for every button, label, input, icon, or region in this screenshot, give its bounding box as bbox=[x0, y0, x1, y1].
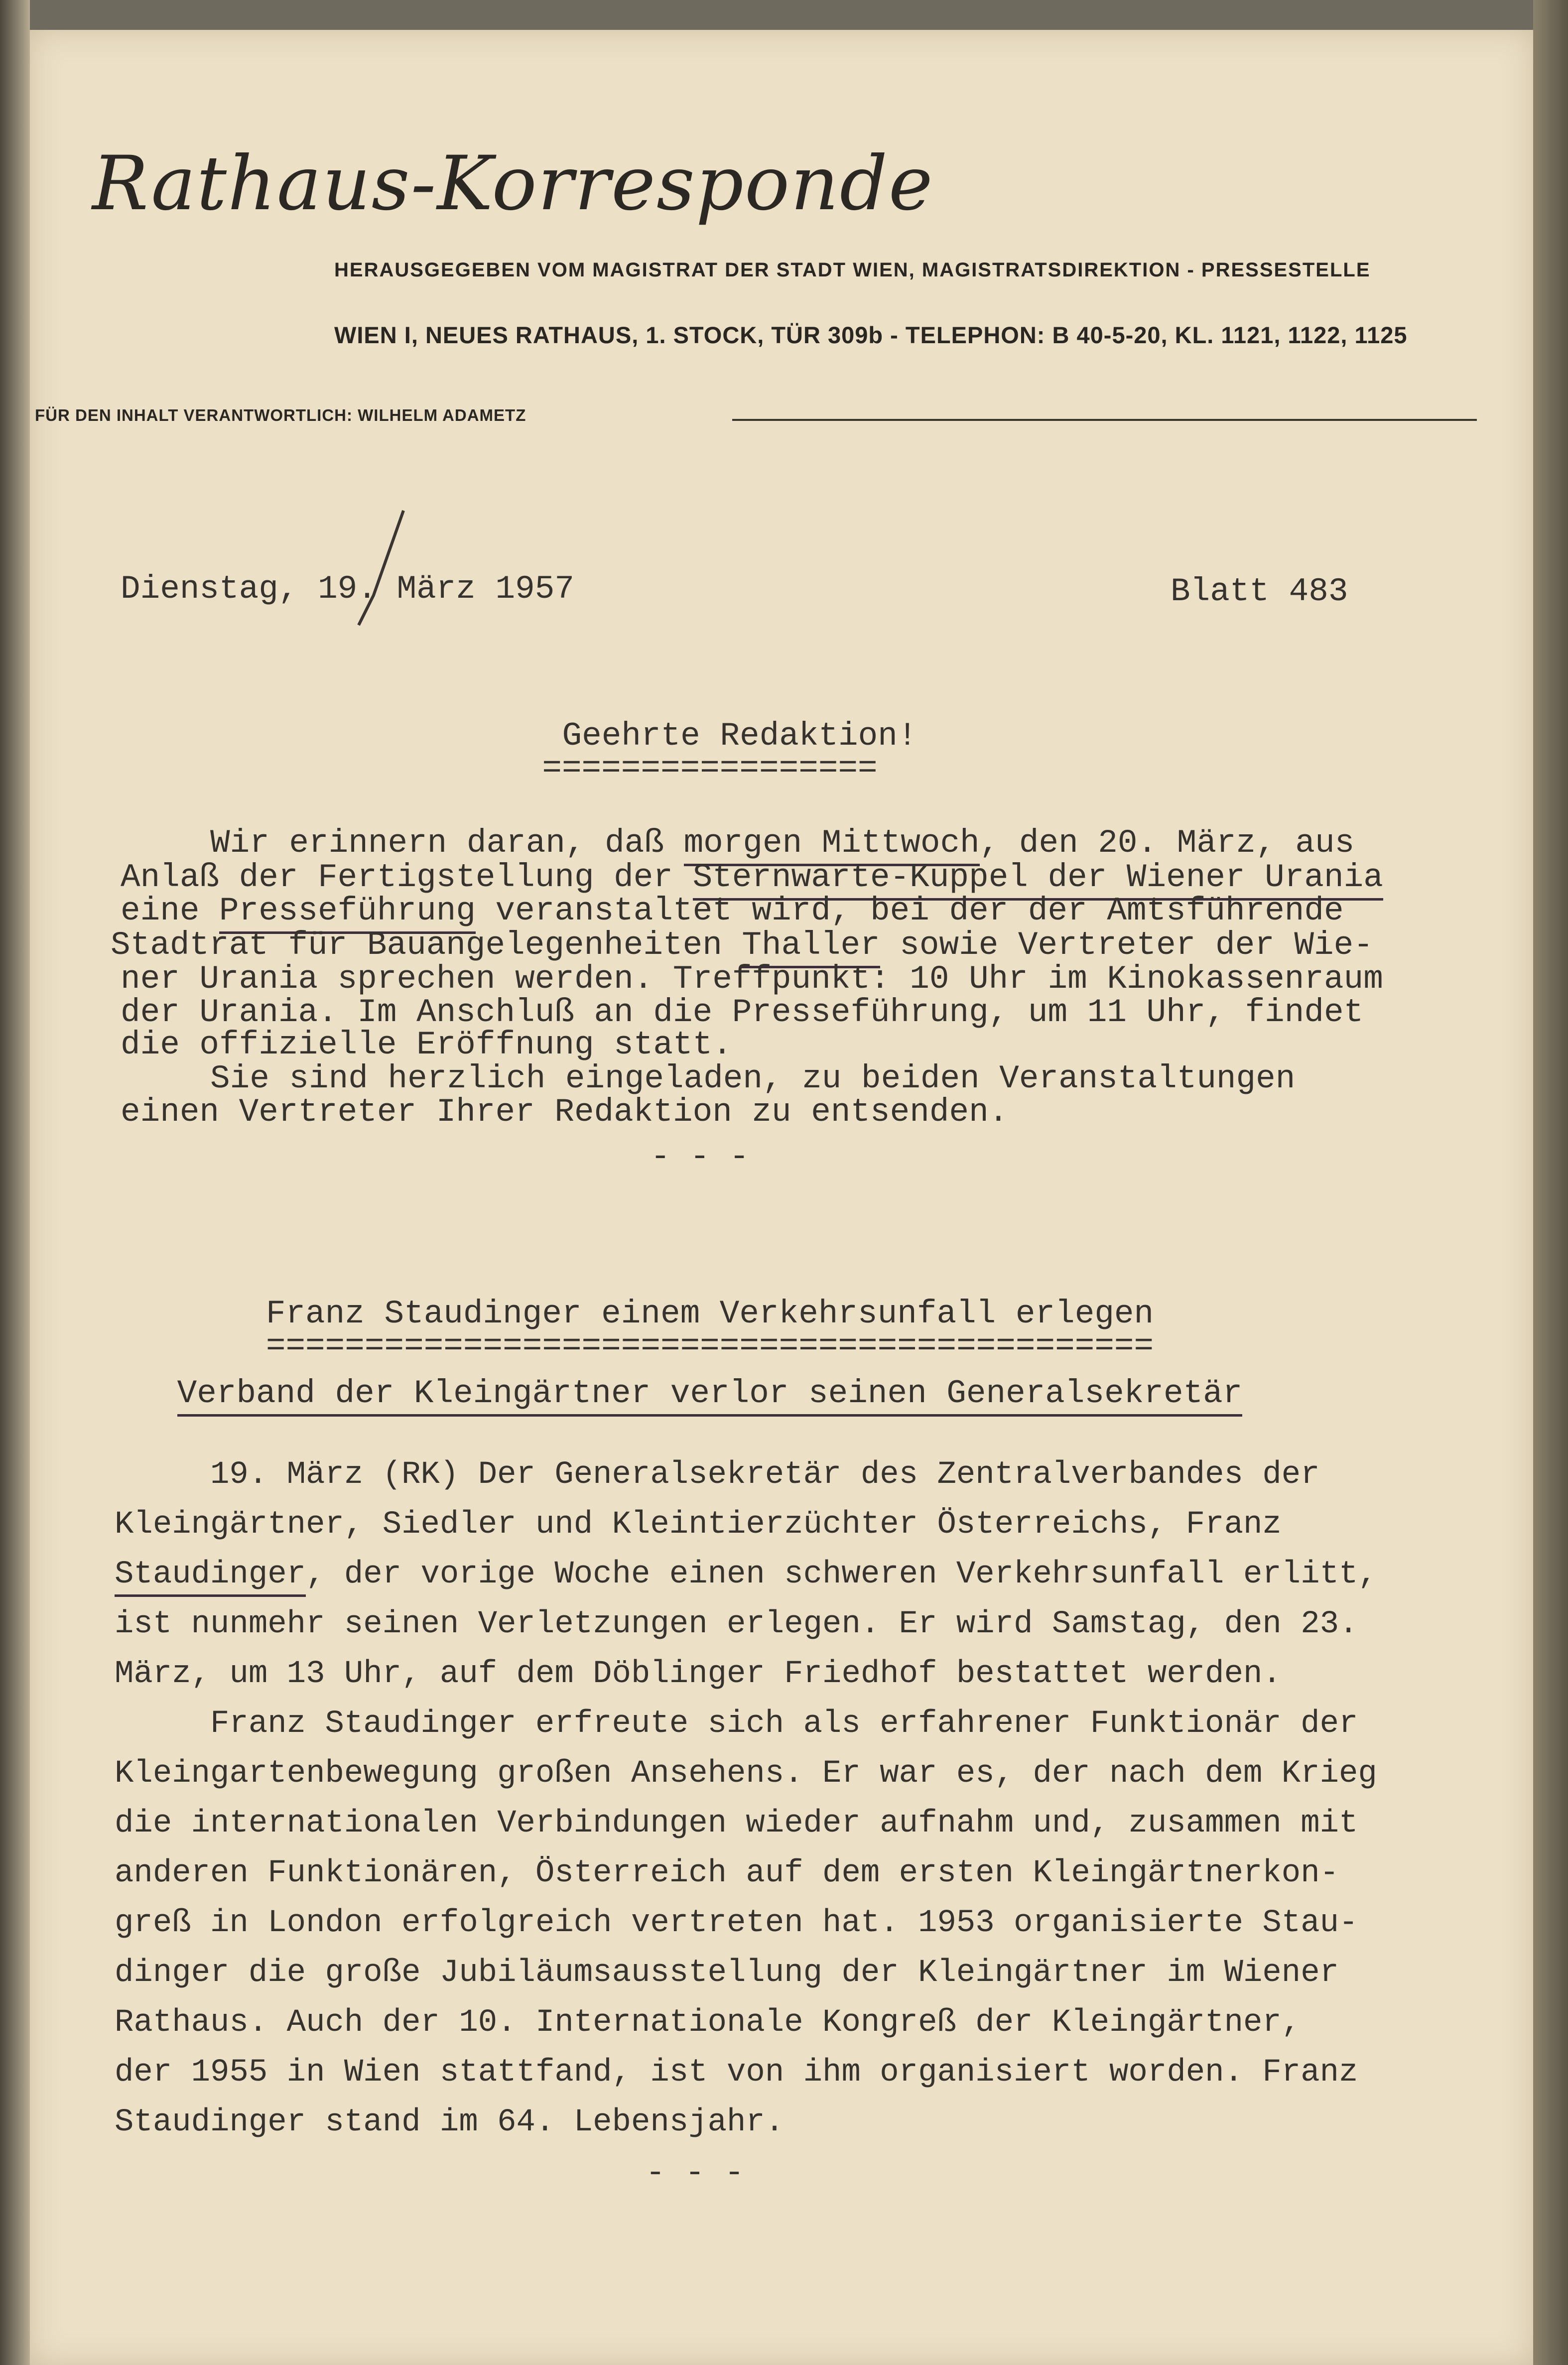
masthead-logo bbox=[87, 134, 934, 234]
article-line-10: greß in London erfolgreich vertreten hat. 1953 organisierte Stau- bbox=[115, 1905, 1358, 1941]
book-spine-left bbox=[0, 0, 30, 2365]
notice-line-8: Sie sind herzlich eingeladen, zu beiden Veranstaltungen bbox=[210, 1060, 1296, 1097]
article-line-7: Kleingartenbewegung großen Ansehens. Er war es, der nach dem Krieg bbox=[115, 1756, 1377, 1792]
subheadline-underlined: Verband der Kleingärtner verlor seinen Generalsekretär bbox=[177, 1375, 1243, 1417]
article-line-14: Staudinger stand im 64. Lebensjahr. bbox=[115, 2104, 784, 2140]
sheet-number: Blatt 483 bbox=[1171, 573, 1348, 610]
article-line-5: März, um 13 Uhr, auf dem Döblinger Friedhof bestattet werden. bbox=[115, 1656, 1282, 1692]
article-line-11: dinger die große Jubiläumsausstellung der Kleingärtner im Wiener bbox=[115, 1955, 1339, 1991]
notice-line-5: ner Urania sprechen werden. Treffpunkt: 10 Uhr im Kinokassenraum bbox=[121, 960, 1383, 998]
notice-heading: Geehrte Redaktion! bbox=[562, 717, 917, 755]
article-line-3: Staudinger, der vorige Woche einen schweren Verkehrsunfall erlitt, bbox=[115, 1557, 1377, 1592]
underline-pressefuehrung: Presseführung bbox=[219, 892, 476, 934]
notice-heading-rule: ================= bbox=[542, 750, 878, 787]
responsible-line: FÜR DEN INHALT VERANTWORTLICH: WILHELM ADAMETZ bbox=[35, 406, 526, 424]
underline-thaller: Thaller bbox=[742, 926, 880, 968]
underline-staudinger: Staudinger bbox=[115, 1557, 306, 1597]
article-line-4: ist nunmehr seinen Verletzungen erlegen. Er wird Samstag, den 23. bbox=[115, 1606, 1358, 1642]
publisher-line: HERAUSGEGEBEN VOM MAGISTRAT DER STADT WIEN, MAGISTRATSDIREKTION - PRESSESTELLE bbox=[334, 259, 1371, 281]
document-page bbox=[30, 30, 1533, 2365]
article-line-2: Kleingärtner, Siedler und Kleintierzüchter Österreichs, Franz bbox=[115, 1507, 1282, 1543]
notice-line-1: Wir erinnern daran, daß morgen Mittwoch, den 20. März, aus bbox=[210, 824, 1354, 862]
article-headline-rule: ============================================= bbox=[265, 1327, 1154, 1365]
article-subheadline bbox=[0, 1375, 1420, 1412]
article-headline: Franz Staudinger einem Verkehrsunfall erlegen bbox=[265, 1295, 1154, 1332]
underline-morgen-mittwoch: morgen Mittwoch bbox=[684, 824, 980, 866]
date-line: Dienstag, 19. März 1957 bbox=[121, 570, 574, 608]
article-separator: - - - bbox=[645, 2154, 745, 2192]
article-line-13: der 1955 in Wien stattfand, ist von ihm organisiert worden. Franz bbox=[115, 2055, 1358, 2091]
article-line-6: Franz Staudinger erfreute sich als erfahrener Funktionär der bbox=[210, 1706, 1358, 1742]
notice-line-6: der Urania. Im Anschluß an die Presseführung, um 11 Uhr, findet bbox=[121, 994, 1364, 1031]
notice-separator: - - - bbox=[650, 1138, 750, 1176]
notice-line-9: einen Vertreter Ihrer Redaktion zu entsenden. bbox=[121, 1093, 1009, 1131]
underline-sternwarte: Sternwarte-Kuppel der Wiener Urania bbox=[693, 859, 1383, 901]
notice-line-7: die offizielle Eröffnung statt. bbox=[121, 1026, 732, 1063]
address-line: WIEN I, NEUES RATHAUS, 1. STOCK, TÜR 309b - TELEPHON: B 40-5-20, KL. 1121, 1122, 1125 bbox=[334, 322, 1408, 348]
header-rule bbox=[732, 419, 1477, 421]
masthead-title-text: Rathaus-Korrespondenz bbox=[92, 140, 934, 227]
book-edge-right bbox=[1533, 0, 1568, 2365]
masthead-logo-script bbox=[87, 134, 934, 234]
article-line-8: die internationalen Verbindungen wieder aufnahm und, zusammen mit bbox=[115, 1806, 1358, 1841]
notice-line-3: eine Presseführung veranstaltet wird, bei der der Amtsführende bbox=[121, 892, 1344, 929]
article-line-1: 19. März (RK) Der Generalsekretär des Zentralverbandes der bbox=[210, 1457, 1320, 1493]
notice-line-4: Stadtrat für Bauangelegenheiten Thaller sowie Vertreter der Wie- bbox=[111, 926, 1373, 964]
article-line-9: anderen Funktionären, Österreich auf dem ersten Kleingärtnerkon- bbox=[115, 1855, 1339, 1891]
notice-line-2: Anlaß der Fertigstellung der Sternwarte-Kuppel der Wiener Urania bbox=[121, 859, 1383, 896]
handwritten-slash-mark bbox=[344, 506, 408, 630]
article-line-12: Rathaus. Auch der 10. Internationale Kongreß der Kleingärtner, bbox=[115, 2005, 1301, 2041]
